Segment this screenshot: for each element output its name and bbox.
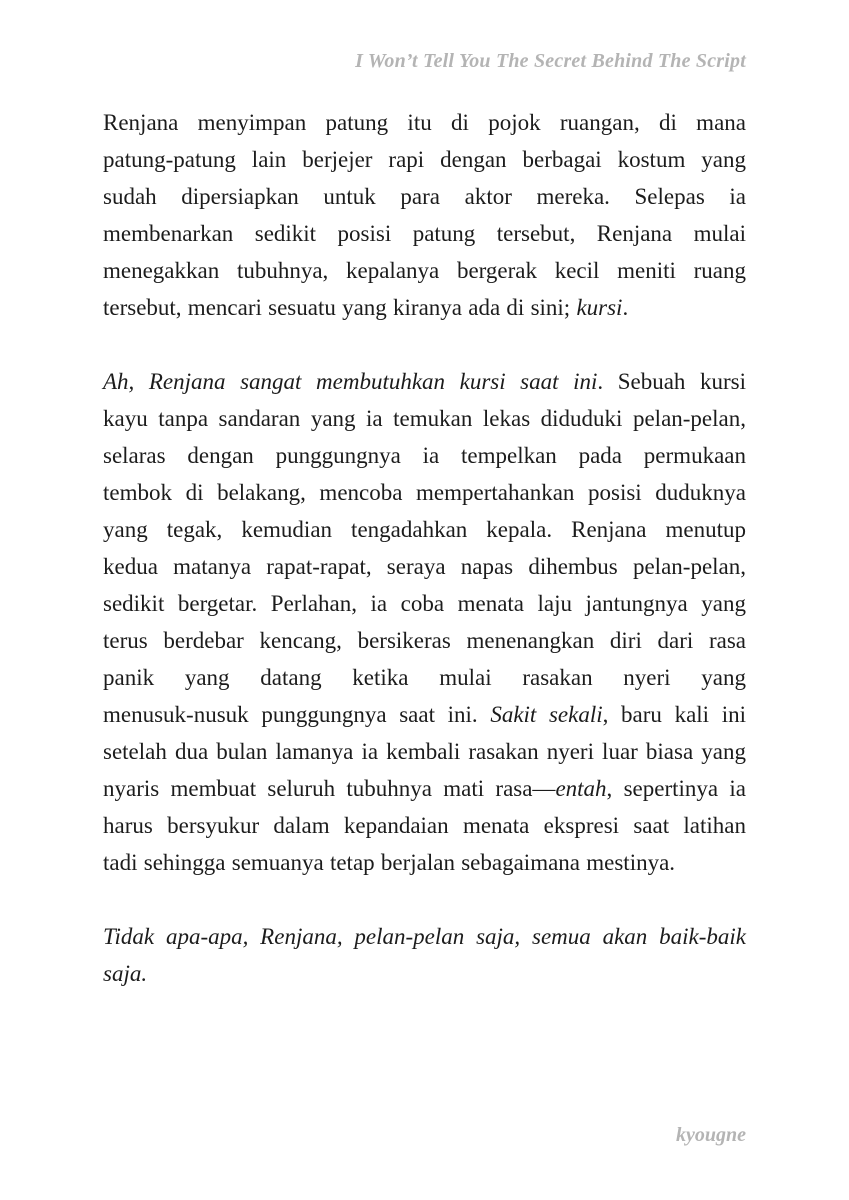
text-line [103, 585, 746, 622]
text-run: panik yang datang ketika mulai rasakan nyeri yang [103, 665, 746, 690]
text-line [103, 141, 746, 178]
text-run: Renjana menyimpan patung itu di pojok ruangan, di mana [103, 110, 746, 135]
italic-text: entah [555, 776, 607, 801]
paragraph-gap [103, 326, 746, 363]
text-line [103, 733, 746, 770]
text-run: nyaris membuat seluruh tubuhnya mati rasa— [103, 776, 556, 801]
story-body [103, 104, 746, 992]
text-run: . Sebuah kursi [597, 369, 746, 394]
italic-text: saja. [103, 961, 148, 986]
text-line [103, 289, 746, 326]
text-line [103, 844, 746, 881]
text-run: kedua matanya rapat-rapat, seraya napas dihembus pelan-pelan, [103, 554, 746, 579]
italic-text: kursi [576, 295, 623, 320]
text-run: sudah dipersiapkan untuk para aktor mereka. Selepas ia [103, 184, 746, 209]
text-run: setelah dua bulan lamanya ia kembali rasakan nyeri luar biasa yang [103, 739, 746, 764]
text-line [103, 252, 746, 289]
text-line [103, 437, 746, 474]
paragraph-2 [103, 363, 746, 881]
text-line [103, 215, 746, 252]
text-run: , baru kali ini [602, 702, 747, 727]
text-run: menusuk-nusuk punggungnya saat ini. [103, 702, 491, 727]
text-run: tembok di belakang, mencoba mempertahankan posisi duduknya [103, 480, 746, 505]
paragraph-3 [103, 918, 746, 992]
italic-text: Ah, Renjana sangat membutuhkan kursi saat ini [103, 369, 598, 394]
text-line [103, 659, 746, 696]
text-line [103, 918, 746, 955]
text-line [103, 548, 746, 585]
text-line [103, 178, 746, 215]
text-run: yang tegak, kemudian tengadahkan kepala. Renjana menutup [103, 517, 746, 542]
text-run: tersebut, mencari sesuatu yang kiranya ada di sini; [103, 295, 577, 320]
text-line [103, 104, 746, 141]
running-header-title: I Won’t Tell You The Secret Behind The Script [355, 50, 746, 72]
text-line [103, 955, 746, 992]
text-run: patung-patung lain berjejer rapi dengan berbagai kostum yang [103, 147, 746, 172]
text-line [103, 696, 746, 733]
text-run: selaras dengan punggungnya ia tempelkan pada permukaan [103, 443, 746, 468]
text-run: terus berdebar kencang, bersikeras menenangkan diri dari rasa [103, 628, 746, 653]
text-run: . [622, 295, 629, 320]
paragraph-1 [103, 104, 746, 326]
text-line [103, 400, 746, 437]
text-run: , sepertinya ia [606, 776, 746, 801]
text-run: harus bersyukur dalam kepandaian menata ekspresi saat latihan [103, 813, 746, 838]
text-run: membenarkan sedikit posisi patung tersebut, Renjana mulai [103, 221, 746, 246]
text-run: sedikit bergetar. Perlahan, ia coba menata laju jantungnya yang [103, 591, 746, 616]
text-line [103, 807, 746, 844]
text-line [103, 770, 746, 807]
running-footer-author: kyougne [676, 1124, 746, 1146]
italic-text: Tidak apa-apa, Renjana, pelan-pelan saja, semua akan baik-baik [103, 924, 746, 949]
paragraph-gap [103, 881, 746, 918]
italic-text: Sakit sekali [490, 702, 603, 727]
text-run: tadi sehingga semuanya tetap berjalan sebagaimana mestinya. [103, 850, 676, 875]
text-run: menegakkan tubuhnya, kepalanya bergerak kecil meniti ruang [103, 258, 746, 283]
text-line [103, 474, 746, 511]
text-line [103, 363, 746, 400]
text-line [103, 622, 746, 659]
text-line [103, 511, 746, 548]
text-run: kayu tanpa sandaran yang ia temukan lekas diduduki pelan-pelan, [103, 406, 746, 431]
